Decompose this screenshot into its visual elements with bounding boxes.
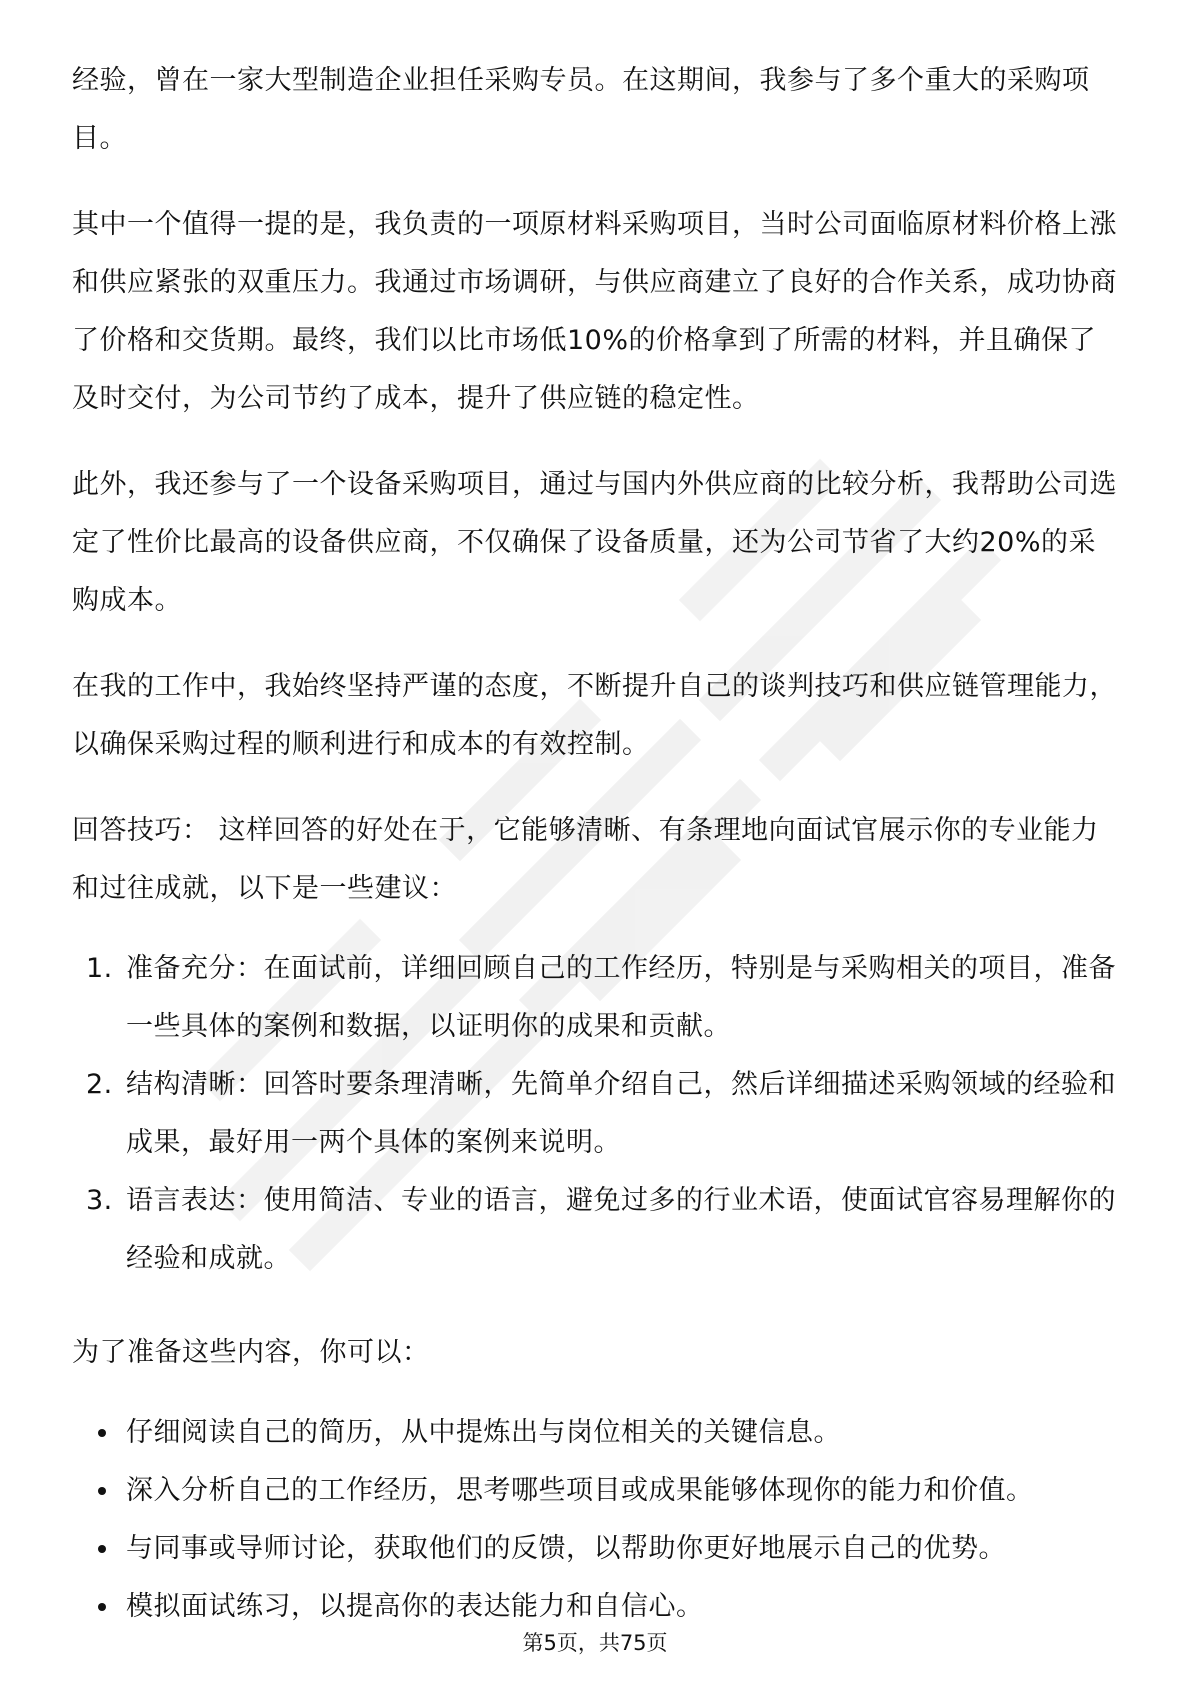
list-item-number: 2. xyxy=(86,1069,113,1100)
list-item xyxy=(72,1404,1122,1462)
bullet-icon xyxy=(98,1545,106,1553)
list-item xyxy=(72,1172,1122,1288)
page-number: 第5页，共75页 xyxy=(522,1631,668,1655)
preparation-list xyxy=(72,1404,1122,1636)
paragraph-answer-tips: 回答技巧： 这样回答的好处在于，它能够清晰、有条理地向面试官展示你的专业能力和过往成就，以下是一些建议： xyxy=(72,815,1099,904)
list-item-text: 模拟面试练习，以提高你的表达能力和自信心。 xyxy=(126,1591,704,1622)
list-item-text: 语言表达：使用简洁、专业的语言，避免过多的行业术语，使面试官容易理解你的经验和成就。 xyxy=(126,1185,1116,1274)
tips-list xyxy=(72,940,1122,1288)
list-item xyxy=(72,1520,1122,1578)
list-item xyxy=(72,1462,1122,1520)
list-item-text: 结构清晰：回答时要条理清晰，先简单介绍自己，然后详细描述采购领域的经验和成果，最好用一两个具体的案例来说明。 xyxy=(126,1069,1116,1158)
list-item-text: 深入分析自己的工作经历，思考哪些项目或成果能够体现你的能力和价值。 xyxy=(126,1475,1034,1506)
paragraph-experience-intro: 经验，曾在一家大型制造企业担任采购专员。在这期间，我参与了多个重大的采购项目。 xyxy=(72,65,1090,154)
list-item xyxy=(72,940,1122,1056)
paragraph-work-attitude: 在我的工作中，我始终坚持严谨的态度，不断提升自己的谈判技巧和供应链管理能力，以确保采购过程的顺利进行和成本的有效控制。 xyxy=(72,671,1117,760)
list-item-text: 仔细阅读自己的简历，从中提炼出与岗位相关的关键信息。 xyxy=(126,1417,841,1448)
bullet-icon xyxy=(98,1603,106,1611)
list-item-number: 1. xyxy=(86,953,113,984)
paragraph-equipment-project: 此外，我还参与了一个设备采购项目，通过与国内外供应商的比较分析，我帮助公司选定了性价比最高的设备供应商，不仅确保了设备质量，还为公司节省了大约20%的采购成本。 xyxy=(72,469,1117,616)
bullet-icon xyxy=(98,1429,106,1437)
document-body xyxy=(72,52,1122,1636)
list-item-text: 与同事或导师讨论，获取他们的反馈，以帮助你更好地展示自己的优势。 xyxy=(126,1533,1006,1564)
list-item xyxy=(72,1056,1122,1172)
paragraph-raw-material-project: 其中一个值得一提的是，我负责的一项原材料采购项目，当时公司面临原材料价格上涨和供应紧张的双重压力。我通过市场调研，与供应商建立了良好的合作关系，成功协商了价格和交货期。最终，我们以比市场低10%的价格拿到了所需的材料，并且确保了及时交付，为公司节约了成本，提升了供应链的稳定性。 xyxy=(72,209,1117,414)
list-item-number: 3. xyxy=(86,1185,113,1216)
list-item-text: 准备充分：在面试前，详细回顾自己的工作经历，特别是与采购相关的项目，准备一些具体的案例和数据，以证明你的成果和贡献。 xyxy=(126,953,1116,1042)
bullet-icon xyxy=(98,1487,106,1495)
paragraph-preparation-intro: 为了准备这些内容，你可以： xyxy=(72,1337,430,1368)
